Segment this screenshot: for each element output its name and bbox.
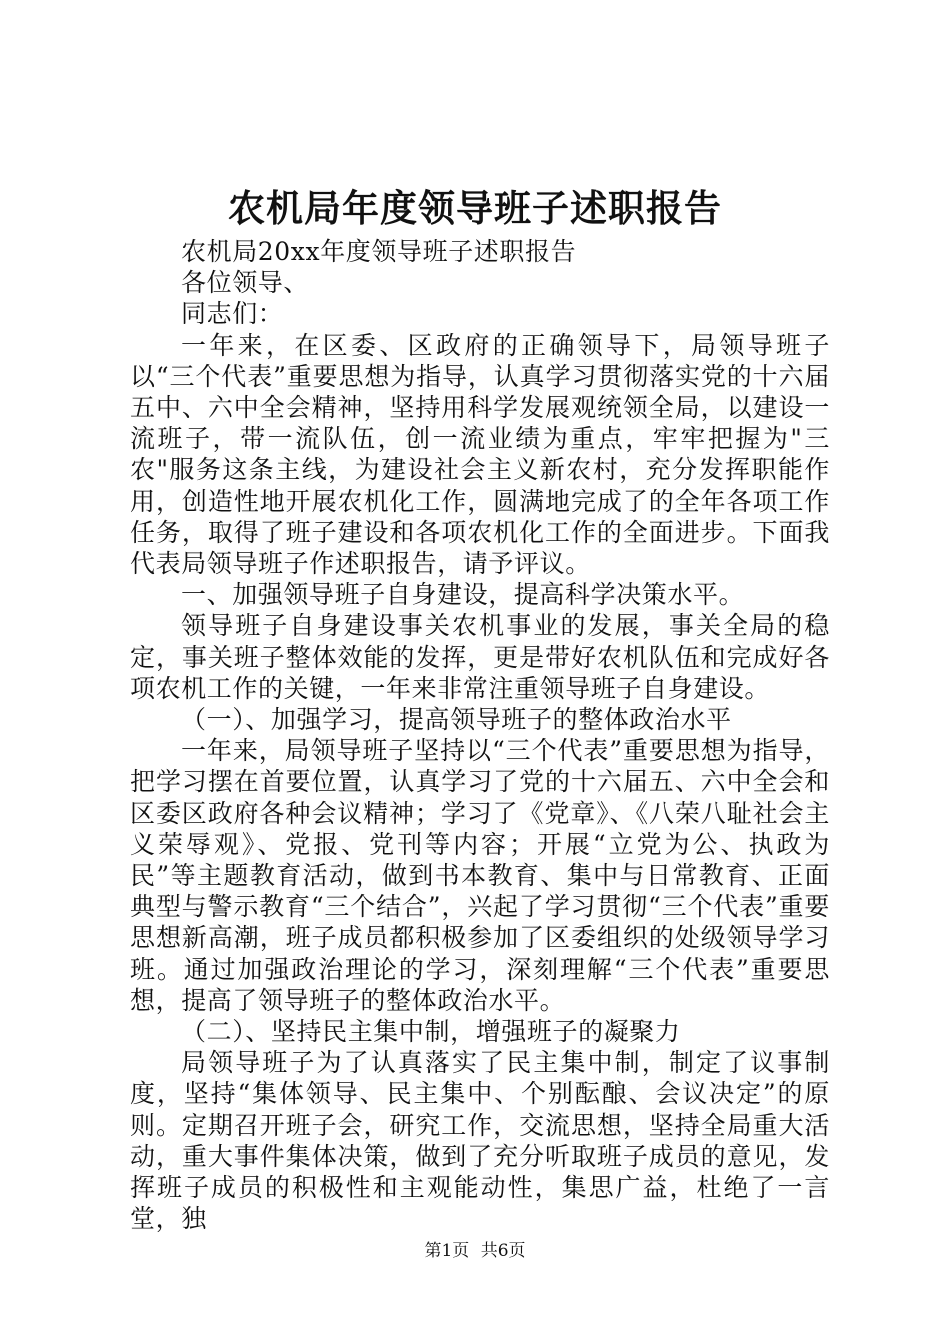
subsection-heading-2: （二）、坚持民主集中制，增强班子的凝聚力 <box>181 1017 681 1047</box>
document-body <box>130 236 830 1235</box>
intro-paragraph: 一年来，在区委、区政府的正确领导下，局领导班子以“三个代表”重要思想为指导，认真学习贯彻落实党的十六届五中、六中全会精神，坚持用科学发展观统领全局，以建设一流班子，带一流队伍，创一流业绩为重点，牢牢把握为"三农"服务这条主线，为建设社会主义新农村，充分发挥职能作用，创造性地开展农机化工作，圆满地完成了的全年各项工作任务，取得了班子建设和各项农机化工作的全面进步。下面我代表局领导班子作述职报告，请予评议。 <box>130 330 830 579</box>
page-total: 共6页 <box>480 1241 526 1261</box>
section-1-paragraph: 领导班子自身建设事关农机事业的发展，事关全局的稳定，事关班子整体效能的发挥，更是带好农机队伍和完成好各项农机工作的关键，一年来非常注重领导班子自身建设。 <box>130 611 830 703</box>
salutation-line-1: 各位领导、 <box>181 268 310 298</box>
subsection-heading-1: （一）、加强学习，提高领导班子的整体政治水平 <box>181 705 732 735</box>
subtitle-paragraph: 农机局20xx年度领导班子述职报告 <box>181 237 577 266</box>
page-number: 第1页 <box>424 1241 470 1261</box>
section-heading-1: 一、加强领导班子自身建设，提高科学决策水平。 <box>181 580 745 610</box>
subsection-2-paragraph: 局领导班子为了认真落实了民主集中制，制定了议事制度，坚持“集体领导、民主集中、个别酝酿、会议决定”的原则。定期召开班子会，研究工作，交流思想，坚持全局重大活动，重大事件集体决策，做到了充分听取班子成员的意见，发挥班子成员的积极性和主观能动性，集思广益，杜绝了一言堂，独 <box>130 1048 830 1234</box>
page-footer <box>0 1239 950 1263</box>
subsection-1-paragraph: 一年来，局领导班子坚持以“三个代表”重要思想为指导，把学习摆在首要位置，认真学习了党的十六届五、六中全会和区委区政府各种会议精神；学习了《党章》、《八荣八耻社会主义荣辱观》、党报、党刊等内容；开展“立党为公、执政为民”等主题教育活动，做到书本教育、集中与日常教育、正面典型与警示教育“三个结合”，兴起了学习贯彻“三个代表”重要思想新高潮，班子成员都积极参加了区委组织的处级领导学习班。通过加强政治理论的学习，深刻理解“三个代表”重要思想，提高了领导班子的整体政治水平。 <box>130 736 830 1015</box>
salutation-line-2: 同志们： <box>181 299 284 329</box>
document-title: 农机局年度领导班子述职报告 <box>228 186 722 230</box>
